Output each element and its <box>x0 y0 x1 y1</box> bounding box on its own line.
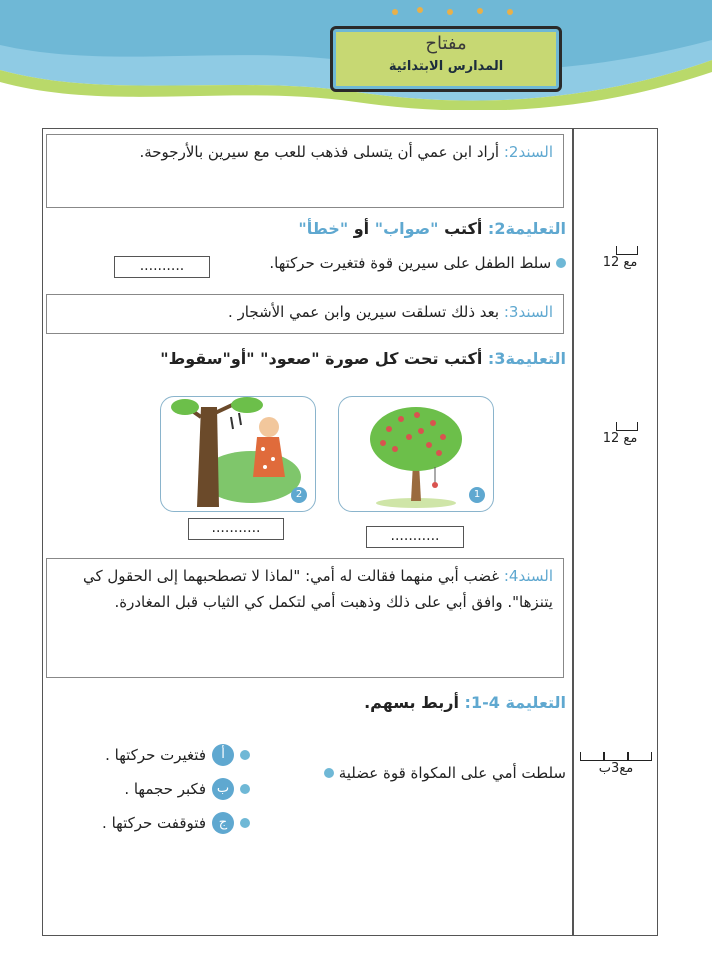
choice-c-dot[interactable] <box>240 818 250 828</box>
sanad-3-text: بعد ذلك تسلقت سيرين وابن عمي الأشجار . <box>228 303 500 321</box>
left-statement-text: سلطت أمي على المكواة قوة عضلية <box>338 764 566 782</box>
instruction-4 <box>200 690 566 716</box>
mark-2-box[interactable] <box>616 246 638 255</box>
sanad-4-text: غضب أبي منهما فقالت له أمي: "لماذا لا تصطحبهما إلى الحقول كي يتنزها". وافق أبي على ذلك وذهبت أمي لتكمل كي الثياب قبل المغادرة. <box>82 567 553 611</box>
sanad-2-label: السند2: <box>503 143 553 161</box>
answer-2-field[interactable]: .......... <box>114 256 210 278</box>
choice-a-letter: أ <box>212 744 234 766</box>
mark-4 <box>580 752 652 776</box>
mark-3 <box>600 422 640 446</box>
statement-2 <box>210 254 566 272</box>
choice-a <box>60 738 250 772</box>
mark-4-box-2[interactable] <box>604 752 628 761</box>
choice-b-letter: ب <box>212 778 234 800</box>
picture-1-number: 1 <box>469 487 485 503</box>
instruction-2 <box>200 216 566 242</box>
header-banner <box>330 26 562 92</box>
choice-c-letter: ج <box>212 812 234 834</box>
mark-3-box[interactable] <box>616 422 638 431</box>
left-statement <box>276 764 566 782</box>
mark-4-box-3[interactable] <box>628 752 652 761</box>
instruction-3-text: أكتب تحت كل صورة "صعود" "أو"سقوط" <box>160 349 483 368</box>
option-wrong: "خطأ" <box>298 219 349 238</box>
margin-divider <box>572 128 574 935</box>
instruction-2-label: التعليمة2: <box>487 219 566 238</box>
mark-2 <box>600 246 640 270</box>
choice-b <box>60 772 250 806</box>
sanad-3-label: السند3: <box>503 303 553 321</box>
mark-3-label: مع 12 <box>602 431 638 446</box>
mark-4-boxes <box>580 752 652 761</box>
mark-2-label: مع 12 <box>602 255 638 270</box>
option-correct: "صواب" <box>374 219 439 238</box>
sanad-4-label: السند4: <box>503 567 553 585</box>
instruction-2-text: أكتب <box>444 219 483 238</box>
picture-2-child-tree <box>160 396 316 512</box>
mark-4-box-1[interactable] <box>580 752 604 761</box>
choice-b-text: فكبر حجمها . <box>124 780 206 798</box>
instruction-4-label: التعليمة 4-1: <box>464 693 566 712</box>
instruction-3 <box>110 346 566 372</box>
sanad-4-box <box>46 558 564 678</box>
header-subtitle: المدارس الابتدائية <box>388 59 504 74</box>
header-title: مفتاح <box>425 33 467 54</box>
mark-4-label: مع3ب <box>598 761 634 776</box>
option-or: أو <box>353 219 370 238</box>
instruction-4-text: أربط بسهم. <box>364 693 459 712</box>
choice-c <box>60 806 250 840</box>
left-statement-dot[interactable] <box>324 768 334 778</box>
picture-2-number: 2 <box>291 487 307 503</box>
bullet-icon <box>556 258 566 268</box>
instruction-3-label: التعليمة3: <box>487 349 566 368</box>
choice-c-text: فتوقفت حركتها . <box>102 814 206 832</box>
picture-1-answer-field[interactable]: ........... <box>366 526 464 548</box>
choice-a-text: فتغيرت حركتها . <box>105 746 206 764</box>
picture-1-apple-tree <box>338 396 494 512</box>
sanad-2-box <box>46 134 564 208</box>
choice-list <box>60 738 250 840</box>
choice-b-dot[interactable] <box>240 784 250 794</box>
statement-2-text: سلط الطفل على سيرين قوة فتغيرت حركتها. <box>269 254 552 272</box>
sanad-2-text: أراد ابن عمي أن يتسلى فذهب للعب مع سيرين بالأرجوحة. <box>139 143 500 161</box>
picture-2-answer-field[interactable]: ........... <box>188 518 284 540</box>
choice-a-dot[interactable] <box>240 750 250 760</box>
sanad-3-box <box>46 294 564 334</box>
